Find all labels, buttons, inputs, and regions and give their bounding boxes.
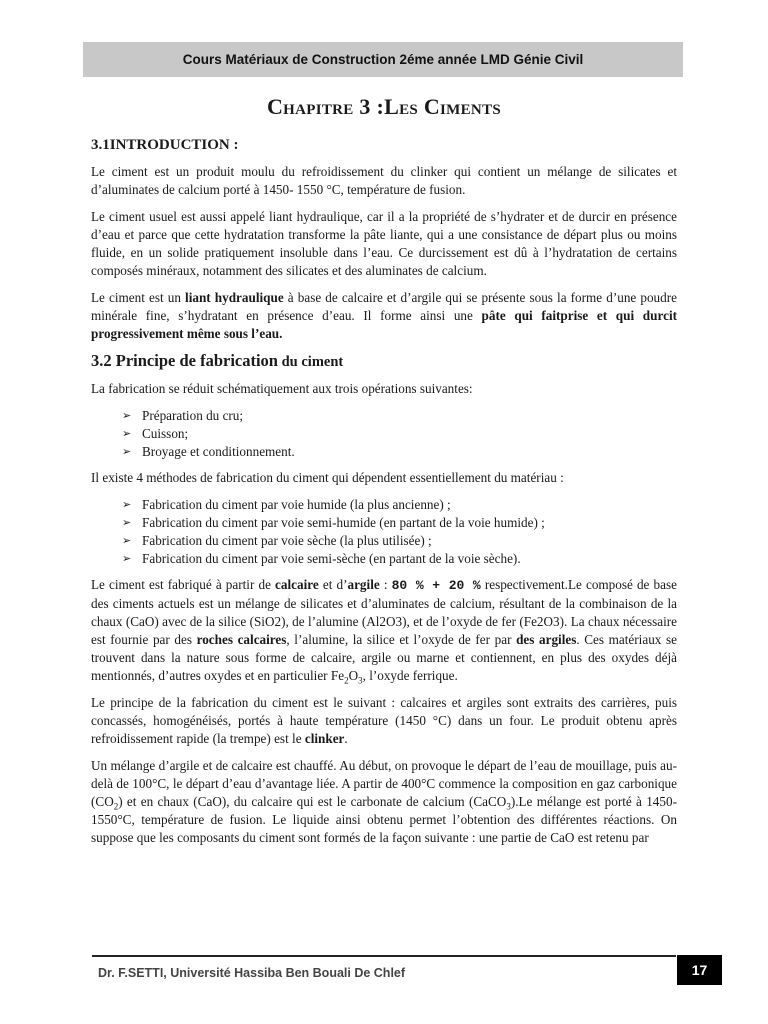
arrow-bullet-icon: ➢ [122,517,132,529]
text-run: respectivement.Le composé de base des ciments actuels est un mélange de silicates et d’aluminates de calcium, résultant de la combinaison de la chaux (CaO) avec de la silice (SiO2), de l’alumine (Al2O3), et de l’oxyde de fer (Fe2O3). La chaux nécessaire est fournie par des [91,577,677,647]
footer-author: Dr. F.SETTI, Université Hassiba Ben Bouali De Chlef [98,966,406,980]
list-item [122,407,677,425]
heading-tail: du ciment [277,354,344,370]
text-run: et d’ [318,577,348,592]
subscript: 2 [344,675,349,686]
text-run: à base de calcaire et d’argile qui se présente sous la forme d’une poudre minérale fine, s’hydratant en présence d’eau. Il forme ainsi une [91,290,677,323]
arrow-bullet-icon: ➢ [122,428,132,440]
list-item-text: Fabrication du ciment par voie humide (la plus ancienne) ; [142,497,451,512]
list-item-text: Fabrication du ciment par voie semi-humide (en partant de la voie humide) ; [142,515,545,530]
bold-term: clinker [304,731,345,746]
list-item [122,532,677,550]
bold-term: calcaire [275,577,319,592]
methods-list [91,496,677,568]
bold-term: argile [347,577,380,592]
arrow-bullet-icon: ➢ [122,553,132,565]
intro-paragraph-1: Le ciment est un produit moulu du refroidissement du clinker qui contient un mélange de silicates et d’aluminates de calcium porté à 1450- 1550 °C, température de fusion. [91,164,677,197]
list-item [122,514,677,532]
list-item-text: Fabrication du ciment par voie semi-sèche (en partant de la voie sèche). [142,551,521,566]
list-item [122,496,677,514]
subscript: 2 [113,801,119,812]
bold-term: des argiles [516,632,577,647]
intro-paragraph-3 [91,289,677,343]
text-run: ).Le mélange est porté à 1450-1550°C, température de fusion. Le liquide ainsi obtenu permet l’obtention des différentes réactions. On suppose que les composants du ciment sont formés de la façon suivante : une partie de CaO est retenu par [91,794,677,845]
bold-term: roches calcaires [196,632,287,647]
list-item-text: Préparation du cru; [142,408,244,423]
text-run: . Ces matériaux se trouvent dans la nature sous forme de calcaire, argile ou marne et contiennent, en plus des oxydes déjà mentionnés, d’autres oxydes et en particulier Fe [91,632,677,683]
arrow-bullet-icon: ➢ [122,535,132,547]
list-item [122,425,677,443]
text-run: , l’alumine, la silice et l’oxyde de fer par [286,632,517,647]
ratio-value: 80 % + 20 % [391,578,481,593]
text-run: : [379,577,392,592]
page-number: 17 [677,955,722,985]
principe-paragraph-1: La fabrication se réduit schématiquement aux trois opérations suivantes: [91,381,473,396]
text-run: Le principe de la fabrication du ciment est le suivant : calcaires et argiles sont extraits des carrières, puis concassés, homogénéisés, portés à haute température (1450 °C) dans un four. Le produit obtenu après refroidissement rapide (la trempe) est le [91,695,677,746]
text-run: Le ciment est un [91,290,186,305]
bold-term: pâte qui faitprise et qui durcit progressivement même sous l’eau. [91,308,677,341]
principe-paragraph-5 [91,757,677,847]
header-title: Cours Matériaux de Construction 2éme année LMD Génie Civil [182,52,584,67]
operations-list [91,407,677,461]
principe-paragraph-4 [91,694,677,748]
intro-paragraph-2: Le ciment usuel est aussi appelé liant hydraulique, car il a la propriété de s’hydrater et de durcir en présence d’eau et parce que cette hydratation transforme la pâte liante, qui a une consistance de départ plus ou moins fluide, en un solide pratiquement insoluble dans l’eau. Ce durcissement est dû à l’hydratation de certains composés minéraux, notamment des silicates et des aluminates de calcium. [91,209,677,278]
document-body [91,136,677,856]
text-run: ) et en chaux (CaO), du calcaire qui est le carbonate de calcium (CaCO [118,794,507,809]
subscript: 3 [506,801,511,812]
list-item-text: Broyage et conditionnement. [142,444,295,459]
text-run: Le ciment est fabriqué à partir de [91,577,276,592]
text-run: . [344,731,348,746]
bold-term: liant hydraulique [185,290,284,305]
arrow-bullet-icon: ➢ [122,499,132,511]
principe-paragraph-2: Il existe 4 méthodes de fabrication du ciment qui dépendent essentiellement du matériau : [91,470,564,485]
footer-divider [92,955,676,957]
heading-main: 3.2 Principe de fabrication [91,351,278,370]
text-run: O [348,668,359,683]
section-heading-principe [91,352,677,371]
principe-paragraph-3 [91,576,677,685]
subscript: 3 [358,675,363,686]
list-item-text: Fabrication du ciment par voie sèche (la plus utilisée) ; [142,533,432,548]
text-run: Un mélange d’argile et de calcaire est chauffé. Au début, on provoque le départ de l’eau de mouillage, puis au-delà de 100°C, le départ d’eau d’avantage liée. A partir de 400°C commence la composition en gaz carbonique (CO [91,758,677,809]
section-heading-introduction: 3.1INTRODUCTION : [91,137,239,153]
page-header [83,42,683,77]
list-item [122,443,677,461]
list-item [122,550,677,568]
arrow-bullet-icon: ➢ [122,446,132,458]
list-item-text: Cuisson; [142,426,189,441]
chapter-title: Chapitre 3 :Les Ciments [266,94,502,119]
arrow-bullet-icon: ➢ [122,410,132,422]
text-run: , l’oxyde ferrique. [362,668,458,683]
